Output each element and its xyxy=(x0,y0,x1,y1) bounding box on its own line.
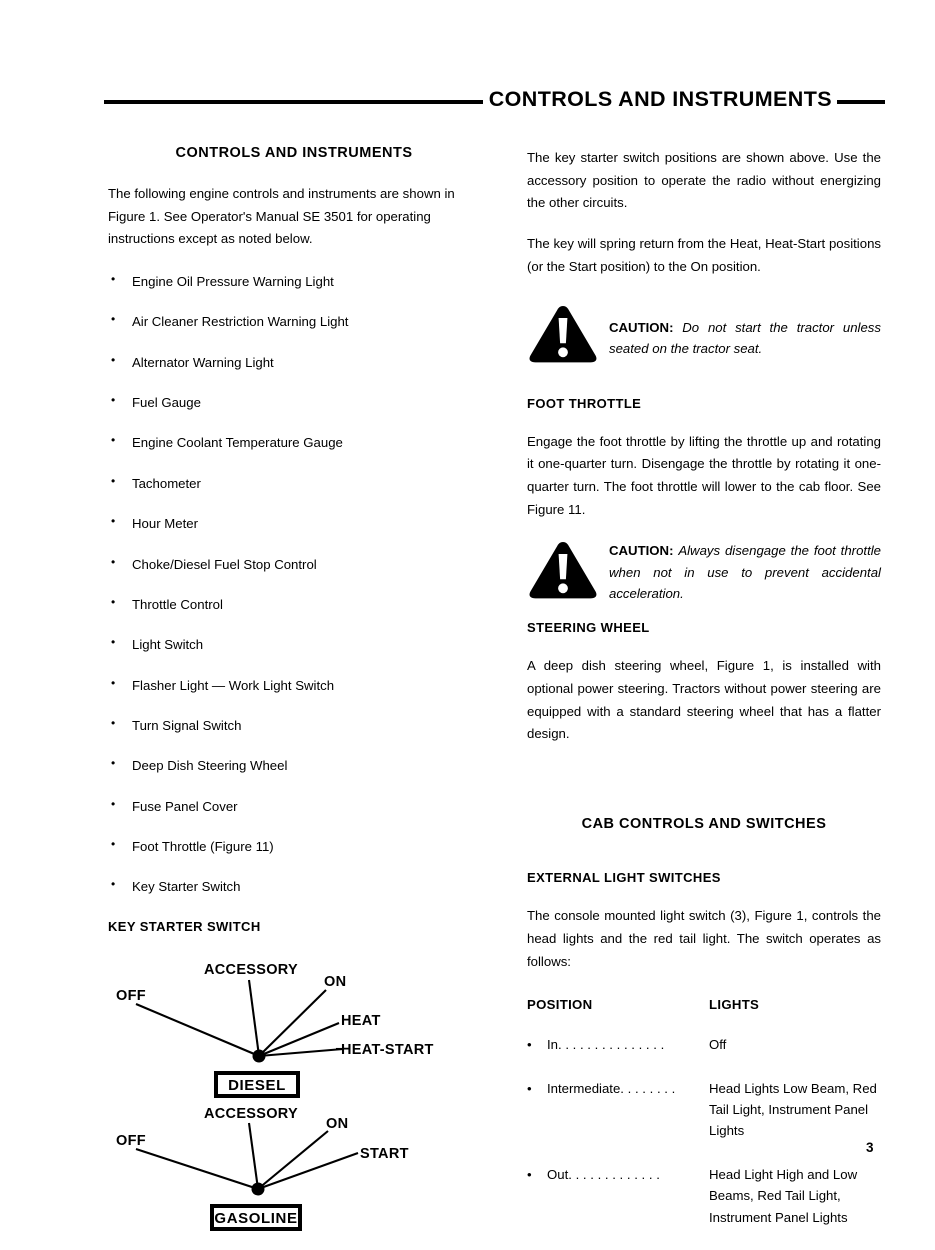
caution-block-throttle xyxy=(527,537,881,606)
list-item: • Tachometer xyxy=(108,475,480,492)
gasoline-label-off: OFF xyxy=(116,1132,146,1149)
foot-throttle-paragraph: Engage the foot throttle by lifting the throttle up and rotating it one-quarter turn. Disengage the throttle by rotating it one-quarter turn. The foot throttle will lower to the cab floor. See Figure 11. xyxy=(527,433,881,517)
list-item: • Deep Dish Steering Wheel xyxy=(108,757,480,774)
caution-text-throttle xyxy=(609,537,881,604)
line-on xyxy=(259,990,326,1056)
cell-lights: Off xyxy=(709,1037,727,1053)
cell-lights: Head Lights Low Beam, Red Tail Light, Instrument Panel Lights xyxy=(709,1080,877,1139)
cell-position xyxy=(527,1034,709,1077)
diesel-switch-hub xyxy=(253,1049,266,1062)
caution-lead: CAUTION: xyxy=(609,319,674,335)
list-item: • Choke/Diesel Fuel Stop Control xyxy=(108,556,480,573)
diesel-switch-diagram xyxy=(108,958,480,1106)
list-item: • Hour Meter xyxy=(108,515,480,532)
diesel-label-off: OFF xyxy=(116,987,146,1004)
gasoline-label-on: ON xyxy=(326,1115,349,1132)
list-item: • Engine Coolant Temperature Gauge xyxy=(108,434,480,451)
cell-lights: Head Light High and Low Beams, Red Tail Light, Instrument Panel Lights xyxy=(709,1166,858,1225)
foot-throttle-heading: FOOT THROTTLE xyxy=(527,395,642,411)
header-rule-right xyxy=(837,100,885,104)
caution-triangle-icon xyxy=(527,303,599,370)
header-rule-left xyxy=(104,100,483,104)
cell-position xyxy=(527,1078,709,1164)
caution-text-seated xyxy=(609,301,881,360)
list-item: • Fuse Panel Cover xyxy=(108,798,480,815)
section-title-cab-controls: CAB CONTROLS AND SWITCHES xyxy=(581,816,827,833)
steering-wheel-paragraph: A deep dish steering wheel, Figure 1, is installed with optional power steering. Tractors without power steering are equipped with a standard steering wheel that has a flatter design. xyxy=(527,658,881,742)
right-column xyxy=(527,145,881,1250)
diesel-label-heat-start: HEAT-START xyxy=(341,1041,434,1058)
position-text: Intermediate. . . . . . . . xyxy=(547,1080,676,1096)
caution-block-seated xyxy=(527,301,881,370)
bullet-marker: • xyxy=(527,1166,532,1182)
column-header-position: POSITION xyxy=(527,997,593,1013)
list-item: • Air Cleaner Restriction Warning Light xyxy=(108,313,480,330)
column-header-lights: LIGHTS xyxy=(709,997,760,1013)
gasoline-box-label: GASOLINE xyxy=(214,1209,298,1227)
list-item: • Fuel Gauge xyxy=(108,394,480,411)
diesel-label-on: ON xyxy=(324,973,347,990)
list-item: • Key Starter Switch xyxy=(108,878,480,895)
gasoline-switch-svg xyxy=(108,1103,480,1238)
external-light-switches-heading: EXTERNAL LIGHT SWITCHES xyxy=(527,870,721,886)
gasoline-label-accessory: ACCESSORY xyxy=(204,1105,299,1122)
caution-lead: CAUTION: xyxy=(609,543,674,559)
gasoline-switch-lines xyxy=(136,1123,358,1189)
gasoline-switch-diagram xyxy=(108,1103,480,1238)
list-item: • Foot Throttle (Figure 11) xyxy=(108,838,480,855)
header-title: CONTROLS AND INSTRUMENTS xyxy=(488,86,832,111)
steering-wheel-heading: STEERING WHEEL xyxy=(527,620,650,636)
external-light-paragraph: The console mounted light switch (3), Figure 1, controls the head lights and the red tail light. The switch operates as follows: xyxy=(527,908,881,969)
position-text: In. . . . . . . . . . . . . . . xyxy=(547,1037,665,1053)
exclamation-bar xyxy=(559,554,568,579)
warning-triangle-svg xyxy=(527,539,599,601)
diesel-label-heat: HEAT xyxy=(341,1012,381,1029)
exclamation-dot xyxy=(558,347,568,357)
page-number: 3 xyxy=(866,1140,874,1155)
diesel-box-label: DIESEL xyxy=(228,1076,286,1094)
list-item: • Flasher Light — Work Light Switch xyxy=(108,677,480,694)
key-switch-paragraph-1: The key starter switch positions are shown above. Use the accessory position to operate the radio without energizing the other circuits. xyxy=(527,150,881,211)
exclamation-dot xyxy=(558,584,568,594)
gasoline-label-start: START xyxy=(360,1145,409,1162)
list-item: • Engine Oil Pressure Warning Light xyxy=(108,273,480,290)
list-item: • Light Switch xyxy=(108,636,480,653)
line-accessory xyxy=(249,1123,258,1189)
table-row xyxy=(527,1164,881,1250)
cell-position xyxy=(527,1164,709,1250)
intro-paragraph: The following engine controls and instruments are shown in Figure 1. See Operator's Manual SE 3501 for operating instructions except as noted below. xyxy=(108,186,455,247)
exclamation-bar xyxy=(559,318,568,343)
position-text: Out. . . . . . . . . . . . . xyxy=(547,1166,660,1182)
list-item: • Throttle Control xyxy=(108,596,480,613)
caution-message: Always disengage the foot throttle when not in use to prevent accidental acceleration. xyxy=(609,543,882,602)
line-off xyxy=(136,1004,259,1056)
diesel-label-accessory: ACCESSORY xyxy=(204,961,299,978)
position-lights-table xyxy=(527,997,881,1250)
section-title-controls-and-instruments: CONTROLS AND INSTRUMENTS xyxy=(175,145,413,161)
list-item: • Alternator Warning Light xyxy=(108,354,480,371)
list-item: • Turn Signal Switch xyxy=(108,717,480,734)
line-accessory xyxy=(249,980,259,1056)
key-switch-paragraph-2: The key will spring return from the Heat, Heat-Start positions (or the Start position) to the On position. xyxy=(527,236,881,274)
running-header xyxy=(104,78,885,120)
bullet-marker: • xyxy=(527,1037,532,1053)
diesel-switch-lines xyxy=(136,980,343,1056)
table-row xyxy=(527,1078,881,1164)
caution-triangle-icon xyxy=(527,539,599,606)
diesel-switch-svg xyxy=(108,958,480,1106)
table-header-row xyxy=(527,997,881,1034)
line-off xyxy=(136,1149,258,1189)
bullet-marker: • xyxy=(527,1080,532,1096)
left-column xyxy=(108,145,480,1238)
controls-bullet-list xyxy=(108,273,480,895)
table-row xyxy=(527,1034,881,1077)
gasoline-switch-hub xyxy=(252,1182,265,1195)
caution-message: Do not start the tractor unless seated on the tractor seat. xyxy=(609,319,881,356)
key-starter-switch-heading: KEY STARTER SWITCH xyxy=(108,918,261,934)
line-start xyxy=(258,1153,358,1189)
warning-triangle-svg xyxy=(527,303,599,365)
line-on xyxy=(258,1131,328,1189)
